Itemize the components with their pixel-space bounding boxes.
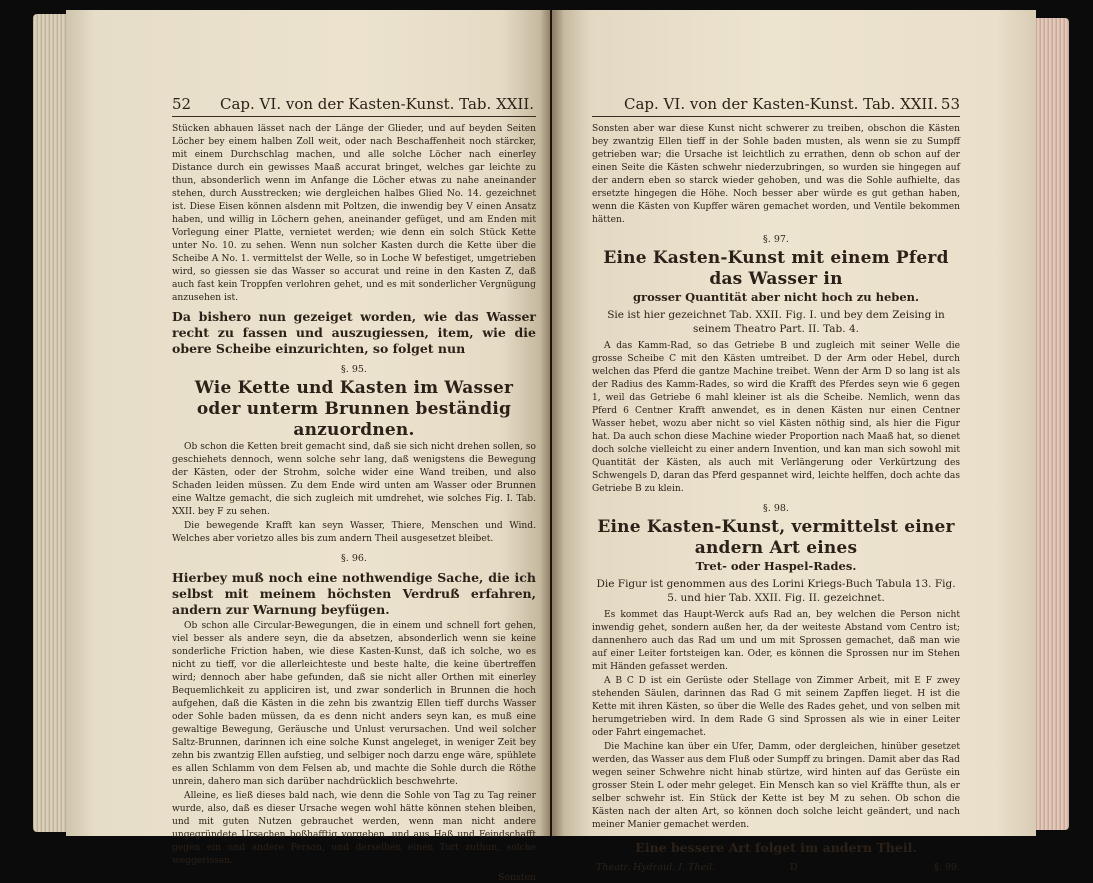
- closing-line: Eine bessere Art folget im andern Theil.: [635, 840, 917, 855]
- left-page: [66, 10, 550, 883]
- right-page: [552, 10, 1036, 873]
- right-paragraph-5: Die Machine kan über ein Ufer, Damm, oder dergleichen, hinüber gesetzet werden, das Wasser aus dem Fluß oder Sumpff zu bringen. Damit aber das Rad wegen seiner Schwehre nicht hinab stürtze, wird hinten auf das Gerüste ein grosser Stein L oder mehr geleget. Ein Mensch kan so viel Kräffte thun, als er selber schwehr ist. Ein Stück der Kette ist bey M zu sehen. Ob schon die Kästen nach der alten Art, so können doch solche leicht geändert, und nach meiner Manier gemachet werden.: [592, 742, 960, 830]
- left-header-title: Cap. VI. von der Kasten-Kunst. Tab. XXII.: [220, 95, 535, 113]
- left-page-edges: [33, 14, 67, 832]
- left-paragraph-5: Alleine, es ließ dieses bald nach, wie denn die Sohle von Tag zu Tag reiner wurde, also, daß es dieser Ursache wegen wohl hätte können stehen bleiben, und mit guten Nutzen gebrauchet werden, wenn man nicht andere ungegründete Ursachen boßhafftig vorgeben, und aus Haß und Feindschafft gegen ein und andere Person, und derselben einen Tort zuthun, solche weggerissen.: [172, 791, 536, 866]
- right-page-footer: [592, 861, 960, 875]
- section-98-heading: Eine Kasten-Kunst, vermittelst einer andern Art eines: [597, 517, 955, 558]
- right-running-header: [592, 94, 960, 117]
- right-page-content: [592, 94, 960, 875]
- right-paragraph-4: A B C D ist ein Gerüste oder Stellage von Zimmer Arbeit, mit E F zwey stehenden Säulen, darinnen das Rad G mit seinem Zapffen lieget. H ist die Kette mit ihren Kästen, so über die Welle des Rades gehet, und von selben mit herumgetrieben wird. In dem Rade G sind Sprossen als wie in einer Leiter oder Fahrt eingemachet.: [592, 676, 960, 738]
- left-catchword: Sonsten: [498, 872, 536, 883]
- section-96-heading: Hierbey muß noch eine nothwendige Sache, die ich selbst mit meinem höchsten Verdruß erfahren, andern zur Warnung beyfügen.: [172, 570, 536, 617]
- section-98-note: Die Figur ist genommen aus des Lorini Kriegs-Buch Tabula 13. Fig. 5. und hier Tab. XXII. Fig. II. gezeichnet.: [596, 578, 956, 604]
- left-paragraph-3: Die bewegende Krafft kan seyn Wasser, Thiere, Menschen und Wind. Welches aber vorietzo alles bis zum andern Theil ausgesetzet bleibet.: [172, 521, 536, 544]
- section-97-number: §. 97.: [763, 234, 789, 245]
- section-98-number: §. 98.: [763, 503, 789, 514]
- section-96-number: §. 96.: [341, 553, 367, 564]
- left-paragraph-1: Stücken abhauen lässet nach der Länge der Glieder, und auf beyden Seiten Löcher bey einem halben Zoll weit, oder nach Beschaffenheit noch stärcker, mit einem Durchschlag machen, und alle solche Löcher nach einerley Distance durch ein gewisses Maaß accurat bringet, welches gar leichte zu thun, absonderlich wenn im Anfange die Löcher etwas zu nahe aneinander stehen, durch Ausstrecken; wie dergleichen halbes Glied No. 14. gezeichnet ist. Diese Eisen können alsdenn mit Poltzen, die inwendig bey V einen Ansatz haben, und willig in Löchern gehen, aneinander gefüget, und am Enden mit Vorlegung einer Platte, vernietet werden; wie denn ein solch Stück Kette unter No. 10. zu sehen. Wenn nun solcher Kasten durch die Kette über die Scheibe A No. 1. vermittelst der Welle, so in Loche W befestiget, umgetrieben wird, so giessen sie das Wasser so accurat und reine in den Kasten Z, daß auch fast kein Troppfen verlohren gehet, und es mit sonderlicher Vergnügung anzusehen ist.: [172, 124, 536, 303]
- right-page-number: 53: [940, 95, 960, 113]
- section-95-number: §. 95.: [341, 364, 367, 375]
- section-97-note: Sie ist hier gezeichnet Tab. XXII. Fig. I. und bey dem Zeising in seinem Theatro Part. II. Tab. 4.: [607, 309, 945, 335]
- section-98-subheading: Tret- oder Haspel-Rades.: [695, 559, 857, 573]
- right-paragraph-2: A das Kamm-Rad, so das Getriebe B und zugleich mit seiner Welle die grosse Scheibe C mit den Kästen umtreibet. D der Arm oder Hebel, durch welchen das Pferd die gantze Machine treibet. Wenn der Arm D so lang ist als der Radius des Kamm-Rades, so wird die Krafft des Pferdes seyn wie 6 gegen 1, weil das Getriebe 6 mahl kleiner ist als die Scheibe. Nemlich, wenn das Pferd 6 Centner Krafft anwendet, es in denen Kästen nur einen Centner Wasser hebet, wozu aber nicht so viel Kästen nöthig sind, als hier die Figur hat. Da auch schon diese Machine wieder Proportion nach Maaß hat, so dienet doch solche vielleicht zu einer andern Invention, und kan man sich sowohl mit Quantität der Kästen, als auch mit Verlängerung oder Verkürtzung des Schwengels D, daran das Pferd gespannet wird, leichte helffen, doch achte das Getriebe B zu klein.: [592, 341, 960, 494]
- left-page-number: 52: [172, 95, 192, 113]
- book-gutter: [540, 10, 564, 836]
- footer-book-title: Theatr. Hydraul. I. Theil.: [596, 862, 716, 873]
- left-paragraph-2: Ob schon die Ketten breit gemacht sind, daß sie sich nicht drehen sollen, so geschiehets dennoch, wenn solche sehr lang, daß wenigstens die Bewegung der Kästen, oder der Strohm, solche wider eine Wand treiben, und also Schaden leiden müssen. Zu dem Ende wird unten am Wasser oder Brunnen eine Waltze gemacht, die sich zugleich mit umdrehet, wie solches Fig. I. Tab. XXII. bey F zu sehen.: [172, 442, 536, 517]
- right-paragraph-3: Es kommet das Haupt-Werck aufs Rad an, bey welchen die Person nicht inwendig gehet, sondern außen her, da der weiteste Abstand vom Centro ist; dannenhero auch das Rad um und um mit Sprossen gemachet, daß man wie auf einer Leiter fortsteigen kan. Oder, es können die Sprossen nur im Stehen mit Händen gefasset werden.: [592, 610, 960, 672]
- section-97-heading: Eine Kasten-Kunst mit einem Pferd das Wasser in: [603, 248, 949, 289]
- right-header-title: Cap. VI. von der Kasten-Kunst. Tab. XXII.: [624, 95, 939, 113]
- footer-signature-mark: D: [790, 862, 798, 873]
- left-running-header: [172, 94, 536, 117]
- left-paragraph-4: Ob schon alle Circular-Bewegungen, die in einem und schnell fort gehen, viel besser als andere seyn, die da absetzen, absonderlich wenn sie keine sonderliche Friction haben, wie diese Kasten-Kunst, daß ich solche, wo es nicht zu tieff, vor die allerleichteste und beste halte, die keine übertreffen wird; dennoch aber habe gefunden, daß sie nicht aller Orthen mit einerley Bequemlichkeit zu appliciren ist, und zwar sonderlich in Brunnen die hoch aufgehen, daß die Kästen in die zehn bis zwantzig Ellen tieff durchs Wasser oder Sohle baden müssen, da es denn nicht anders seyn kan, es muß eine gewaltige Bewegung, Geräusche und Unlust verursachen. Und weil solcher Saltz-Brunnen, darinnen ich eine solche Kunst angeleget, in weniger Zeit bey zehn bis zwantzig Ellen aufstieg, und selbiger noch darzu enge wäre, spühlete es allen Schlamm von dem Felsen ab, und machte die Sohle durch die Röthe unrein, dahero man sich darüber nachdrücklich beschwehrte.: [172, 621, 536, 787]
- right-paragraph-1: Sonsten aber war diese Kunst nicht schwerer zu treiben, obschon die Kästen bey zwantzig Ellen tieff in der Sohle baden musten, als wenn sie zu Sumpff getrieben war; die Ursache ist leichtlich zu errathen, denn ob schon auf der einen Seite die Kästen schwehr niederzubringen, so wurden sie hingegen auf der andern eben so starck wieder gehoben, und was die Sohle aufhielte, das ersetzte hingegen die Höhe. Noch besser aber würde es gut gethan haben, wenn die Kästen von Kupffer wären gemachet worden, und Ventile bekommen hätten.: [592, 124, 960, 225]
- left-bold-note-1: Da bishero nun gezeiget worden, wie das Wasser recht zu fassen und auszugiessen, item, wie die obere Scheibe einzurichten, so folget nun: [172, 309, 536, 356]
- section-95-heading: Wie Kette und Kasten im Wasser oder unterm Brunnen beständig anzuordnen.: [194, 378, 514, 440]
- right-page-edges: [1036, 18, 1069, 830]
- left-page-content: [172, 94, 536, 883]
- section-97-subheading: grosser Quantität aber nicht hoch zu heben.: [632, 290, 920, 304]
- footer-catchword: §. 99.: [934, 862, 960, 873]
